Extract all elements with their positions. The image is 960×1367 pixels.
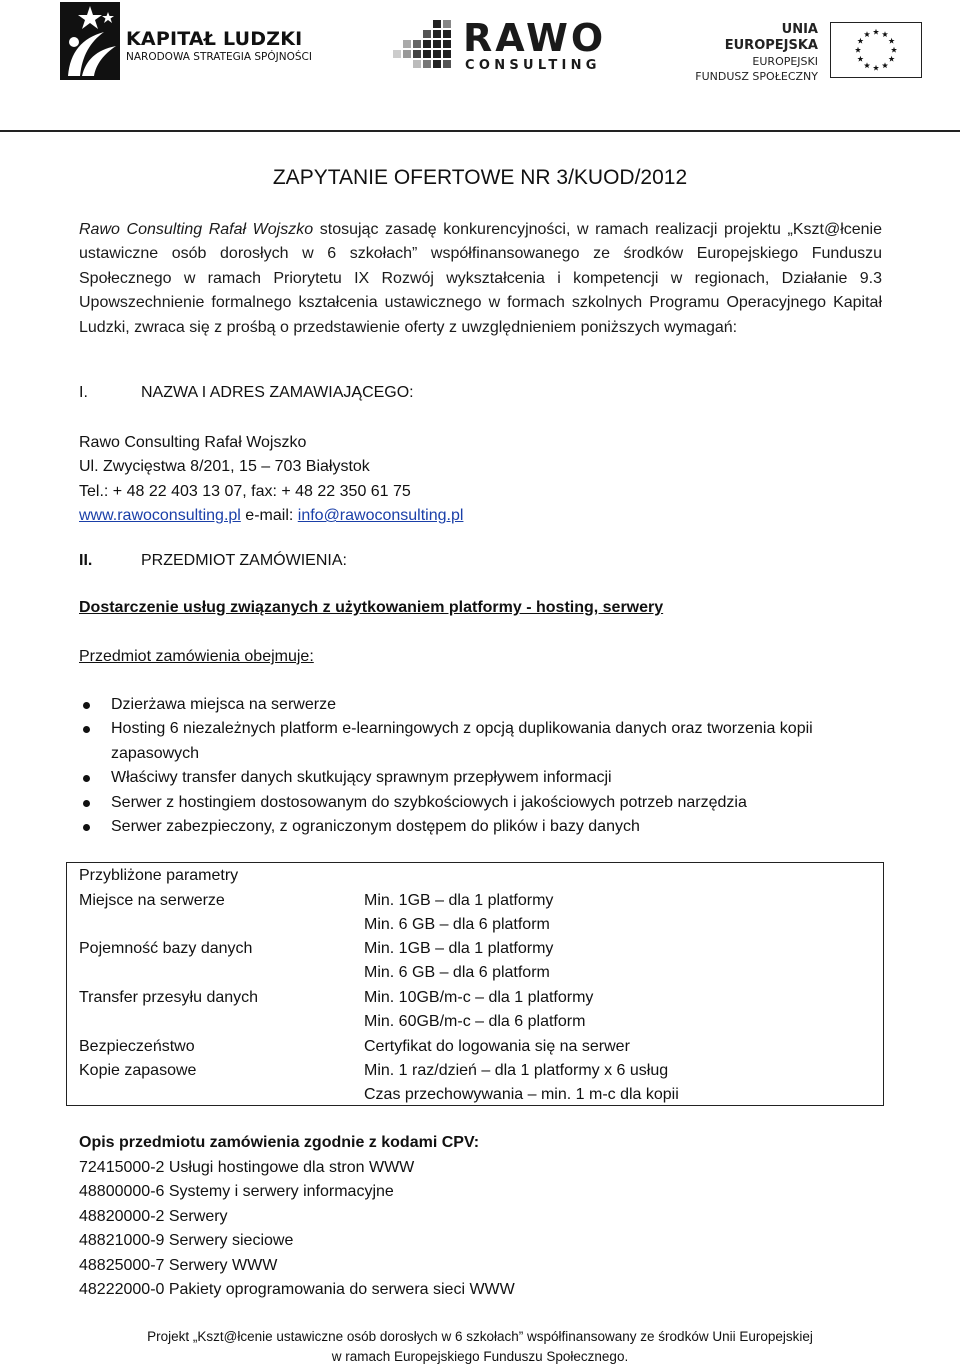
param-label-disk: Miejsce na serwerze	[79, 892, 225, 909]
section-1-number: I.	[79, 384, 88, 401]
param-value: Certyfikat do logowania się na serwer	[364, 1038, 630, 1055]
kapital-ludzki-emblem-icon	[60, 2, 120, 80]
param-value: Min. 1 raz/dzień – dla 1 platformy x 6 usług	[364, 1062, 669, 1079]
list-item: 48821000-9 Serwery sieciowe	[79, 1232, 294, 1250]
bullet-icon	[83, 775, 90, 782]
param-value: Min. 1GB – dla 1 platformy	[364, 892, 554, 909]
list-item: Właściwy transfer danych skutkujący sprawnym przepływem informacji	[79, 766, 882, 790]
page-header	[0, 0, 960, 132]
order-includes-label: Przedmiot zamówienia obejmuje:	[79, 648, 314, 665]
section-2-heading	[79, 552, 347, 570]
intro-paragraph	[79, 218, 882, 340]
contractor-links	[79, 504, 463, 528]
bullet-icon	[83, 824, 90, 831]
cpv-heading: Opis przedmiotu zamówienia zgodnie z kodami CPV:	[79, 1134, 480, 1151]
intro-company-name: Rawo Consulting Rafał Wojszko	[79, 221, 314, 238]
param-value: Min. 60GB/m-c – dla 6 platform	[364, 1013, 586, 1030]
contractor-address-block	[79, 431, 463, 529]
email-link[interactable]: info@rawoconsulting.pl	[297, 507, 464, 525]
bullet-icon	[83, 726, 90, 733]
document-title: ZAPYTANIE OFERTOWE NR 3/KUOD/2012	[272, 166, 688, 189]
param-value: Min. 6 GB – dla 6 platform	[364, 916, 550, 933]
contractor-name: Rawo Consulting Rafał Wojszko	[79, 434, 307, 451]
param-value: Min. 6 GB – dla 6 platform	[364, 964, 550, 981]
section-2-number: II.	[79, 552, 93, 569]
param-label-backup: Kopie zapasowe	[79, 1062, 197, 1079]
section-2-title: PRZEDMIOT ZAMÓWIENIA:	[141, 552, 347, 569]
section-1-heading	[79, 384, 414, 402]
ue-line-3: FUNDUSZ SPOŁECZNY	[695, 70, 818, 83]
bullet-icon	[83, 702, 90, 709]
list-item: Serwer zabezpieczony, z ograniczonym dostępem do plików i bazy danych	[79, 815, 882, 839]
logo-kapital-ludzki	[60, 2, 320, 80]
logo-rawo-consulting	[393, 14, 607, 76]
rawo-wordmark: RAWO	[463, 16, 607, 60]
order-includes-list	[79, 693, 882, 839]
param-label-db: Pojemność bazy danych	[79, 940, 253, 957]
cpv-code-list	[79, 1156, 515, 1302]
website-link[interactable]: www.rawoconsulting.pl	[79, 507, 241, 525]
contractor-address: Ul. Zwycięstwa 8/201, 15 – 703 Białystok	[79, 458, 370, 476]
logo-unia-europejska	[690, 22, 922, 83]
order-subject: Dostarczenie usług związanych z użytkowaniem platformy - hosting, serwery	[79, 599, 664, 616]
list-item: 48222000-0 Pakiety oprogramowania do serwera sieci WWW	[79, 1281, 515, 1299]
list-item: Hosting 6 niezależnych platform e-learningowych z opcją duplikowania danych oraz tworzenia kopii zapasowych	[79, 717, 882, 766]
contractor-phone: Tel.: + 48 22 403 13 07, fax: + 48 22 350 61 75	[79, 482, 411, 500]
param-value: Min. 10GB/m-c – dla 1 platformy	[364, 989, 594, 1006]
section-1-title: NAZWA I ADRES ZAMAWIAJĄCEGO:	[141, 384, 414, 401]
list-item: Dzierżawa miejsca na serwerze	[79, 693, 882, 717]
footer-line-1: Projekt „Kszt@łcenie ustawiczne osób dorosłych w 6 szkołach” współfinansowany ze środków Unii Europejskiej	[147, 1329, 813, 1344]
list-item: 48820000-2 Serwery	[79, 1207, 228, 1225]
bullet-icon	[83, 800, 90, 807]
list-item: 48825000-7 Serwery WWW	[79, 1256, 278, 1274]
param-label-transfer: Transfer przesyłu danych	[79, 989, 259, 1006]
list-item: Serwer z hostingiem dostosowanym do szybkościowych i jakościowych potrzeb narzędzia	[79, 791, 882, 815]
param-label-security: Bezpieczeństwo	[79, 1038, 195, 1055]
intro-text: stosując zasadę konkurencyjności, w ramach realizacji projektu „Kszt@łcenie ustawiczne osób dorosłych w 6 szkołach” współfinansowanego ze środków Europejskiego Funduszu Społecznego w ramach Priorytetu IX Rozwój wykształcenia i kompetencji w regionach, Działanie 9.3 Upowszechnienie formalnego kształcenia ustawicznego w formach szkolnych Programu Operacyjnego Kapitał Ludzki, zwraca się z prośbą o przedstawienie oferty z uwzględnieniem poniższych wymagań:	[79, 221, 882, 336]
ue-line-2: EUROPEJSKI	[752, 55, 818, 68]
eu-flag-stars-icon	[830, 22, 922, 78]
rawo-pixel-mark-icon	[393, 20, 455, 70]
header-divider	[0, 130, 960, 132]
parameters-heading: Przybliżone parametry	[79, 867, 239, 884]
kapital-ludzki-title: KAPITAŁ LUDZKI	[126, 28, 303, 50]
ue-title: UNIA EUROPEJSKA	[724, 22, 818, 53]
kapital-ludzki-subtitle: NARODOWA STRATEGIA SPÓJNOŚCI	[126, 51, 312, 63]
footer-line-2: w ramach Europejskiego Funduszu Społecznego.	[331, 1349, 629, 1364]
list-item: 72415000-2 Usługi hostingowe dla stron WWW	[79, 1159, 415, 1176]
email-label: e-mail:	[240, 507, 298, 525]
rawo-consulting-label: CONSULTING	[465, 58, 601, 73]
page-footer	[0, 1327, 960, 1367]
param-value: Min. 1GB – dla 1 platformy	[364, 940, 554, 957]
parameters-box	[66, 862, 884, 1106]
list-item: 48800000-6 Systemy i serwery informacyjne	[79, 1183, 394, 1201]
param-value: Czas przechowywania – min. 1 m-c dla kopii	[364, 1086, 679, 1103]
